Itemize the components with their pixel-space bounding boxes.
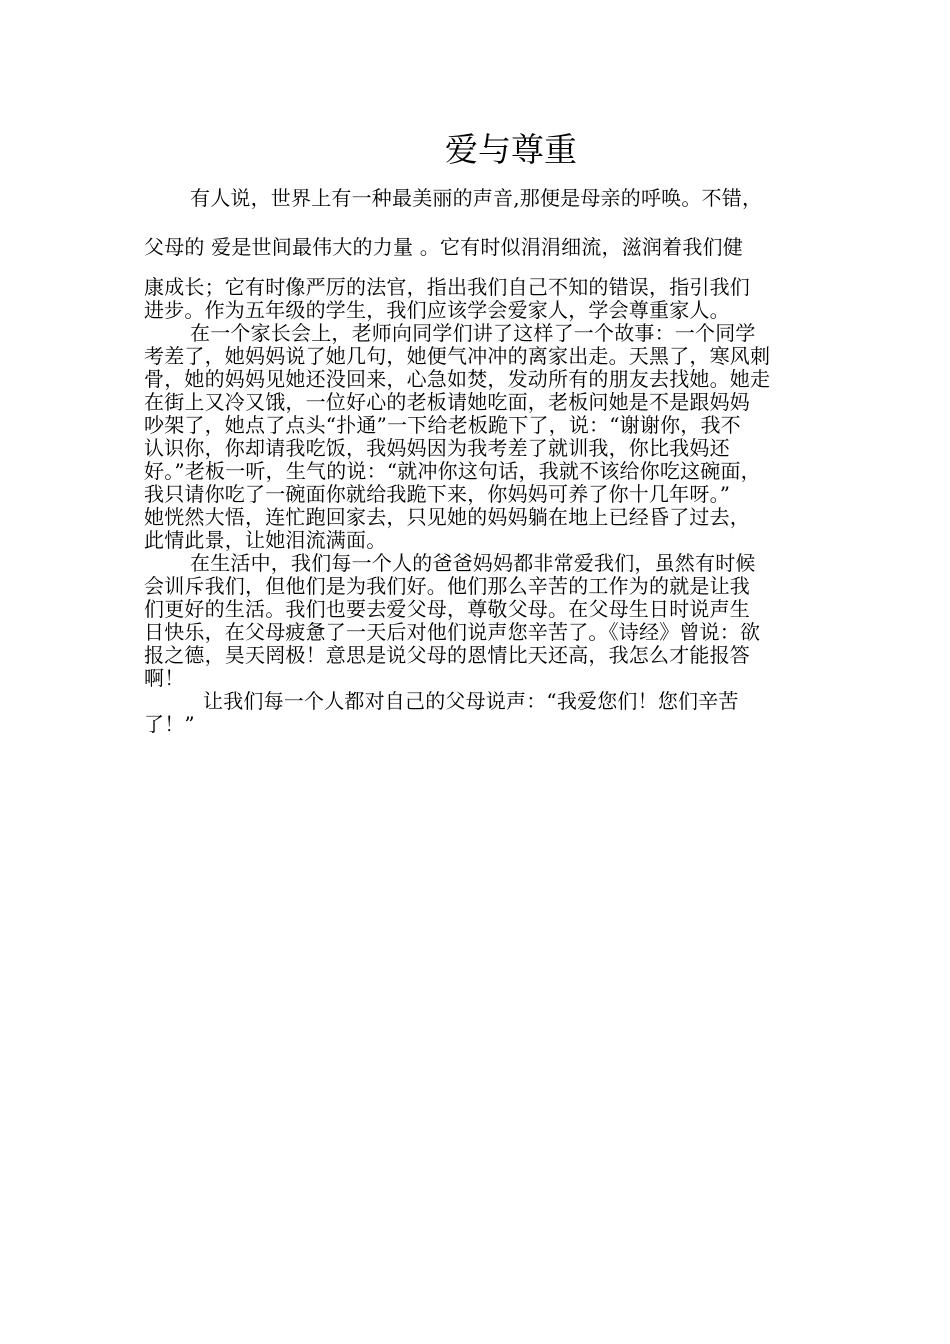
text-line: 们更好的生活。我们也要去爱父母，尊敬父母。在父母生日时说声生	[144, 597, 750, 621]
text-line: 此情此景，让她泪流满面。	[144, 528, 387, 552]
text-line: 有人说，世界上有一种最美丽的声音,那便是母亲的呼唤。不错，	[190, 186, 763, 210]
text-line: 骨，她的妈妈见她还没回来，心急如焚，发动所有的朋友去找她。她走	[144, 367, 771, 391]
text-line: 吵架了，她点了点头“扑通”一下给老板跪下了，说：“谢谢你，我不	[144, 413, 741, 437]
text-line: 我只请你吃了一碗面你就给我跪下来，你妈妈可养了你十几年呀。”	[144, 482, 731, 506]
text-line: 在生活中，我们每一个人的爸爸妈妈都非常爱我们，虽然有时候	[190, 551, 756, 575]
text-line: 让我们每一个人都对自己的父母说声：“我爱您们！您们辛苦	[203, 689, 739, 713]
text-line: 她恍然大悟，连忙跑回家去，只见她的妈妈躺在地上已经昏了过去，	[144, 505, 750, 529]
text-line: 在街上又冷又饿，一位好心的老板请她吃面，老板问她是不是跟妈妈	[144, 390, 750, 414]
text-line: 了！”	[144, 712, 195, 736]
text-line: 父母的 爱是世间最伟大的力量 。它有时似涓涓细流，滋润着我们健	[144, 235, 743, 259]
text-line: 康成长；它有时像严厉的法官，指出我们自己不知的错误，指引我们	[144, 275, 750, 299]
text-line: 啊！	[144, 666, 185, 690]
text-line: 报之德，昊天罔极！意思是说父母的恩情比天还高，我怎么才能报答	[144, 643, 750, 667]
text-line: 在一个家长会上，老师向同学们讲了这样了一个故事：一个同学	[190, 321, 756, 345]
text-line: 认识你，你却请我吃饭，我妈妈因为我考差了就训我，你比我妈还	[144, 436, 730, 460]
text-line: 会训斥我们，但他们是为我们好。他们那么辛苦的工作为的就是让我	[144, 574, 750, 598]
text-line: 进步。作为五年级的学生，我们应该学会爱家人，学会尊重家人。	[144, 298, 730, 322]
text-line: 日快乐，在父母疲惫了一天后对他们说声您辛苦了。《诗经》曾说：欲	[144, 620, 761, 644]
text-line: 考差了，她妈妈说了她几句，她便气冲冲的离家出走。天黑了，寒风刺	[144, 344, 771, 368]
document-title: 爱与尊重	[445, 130, 577, 169]
text-line: 好。”老板一听，生气的说：“就冲你这句话，我就不该给你吃这碗面，	[144, 459, 761, 483]
